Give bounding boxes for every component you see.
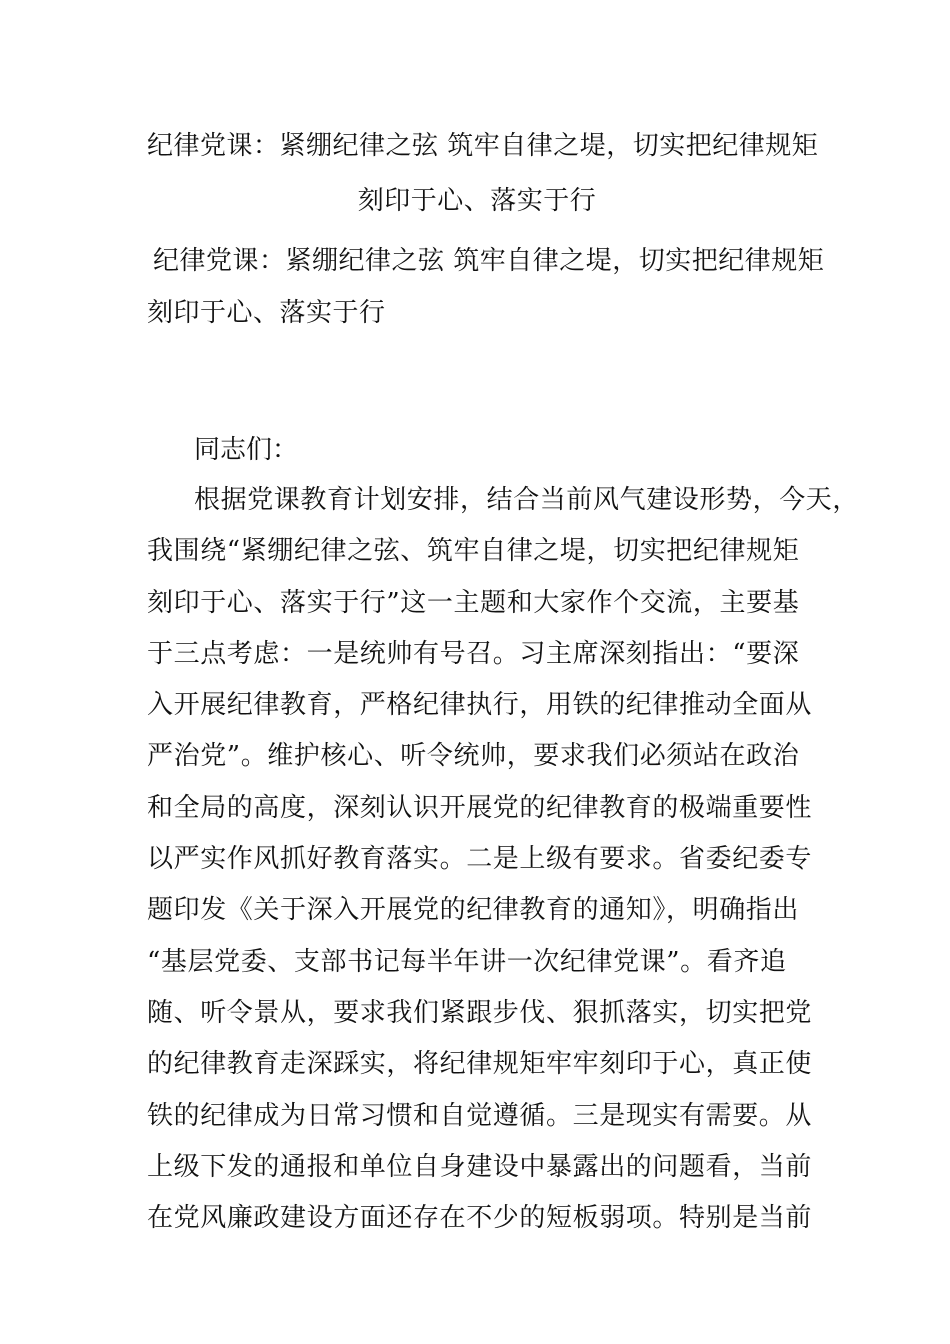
document-title (147, 131, 819, 216)
body-paragraph (147, 475, 860, 1244)
body-line: 的纪律教育走深踩实，将纪律规矩牢牢刻印于心，真正使 (147, 1049, 813, 1080)
body-line: 入开展纪律教育，严格纪律执行，用铁的纪律推动全面从 (147, 690, 813, 721)
subtitle-line-2: 刻印于心、落实于行 (147, 298, 386, 328)
body-line: 严治党”。维护核心、听令统帅，要求我们必须站在政治 (147, 741, 800, 772)
body-line: 我围绕“紧绷纪律之弦、筑牢自律之堤，切实把纪律规矩 (147, 536, 800, 567)
document-subtitle (147, 235, 825, 339)
body-line: 刻印于心、落实于行”这一主题和大家作个交流，主要基 (147, 587, 800, 618)
body-line: 题印发《关于深入开展党的纪律教育的通知》，明确指出 (147, 895, 800, 926)
title-line-2: 刻印于心、落实于行 (357, 186, 597, 216)
subtitle-line-1: 纪律党课：紧绷纪律之弦 筑牢自律之堤，切实把纪律规矩 (153, 246, 825, 276)
body-line: 上级下发的通报和单位自身建设中暴露出的问题看，当前 (147, 1151, 813, 1182)
body-line: 随、听令景从，要求我们紧跟步伐、狠抓落实，切实把党 (147, 997, 813, 1028)
body-line: 在党风廉政建设方面还存在不少的短板弱项。特别是当前 (147, 1203, 813, 1234)
body-line: “基层党委、支部书记每半年讲一次纪律党课”。看齐追 (147, 946, 787, 977)
title-line-1: 纪律党课：紧绷纪律之弦 筑牢自律之堤，切实把纪律规矩 (147, 131, 819, 161)
body-line: 于三点考虑：一是统帅有号召。习主席深刻指出：“要深 (147, 638, 800, 669)
body-line: 铁的纪律成为日常习惯和自觉遵循。三是现实有需要。从 (147, 1100, 813, 1131)
body-line: 根据党课教育计划安排，结合当前风气建设形势，今天， (194, 485, 860, 515)
salutation: 同志们： (194, 435, 299, 465)
body-line: 和全局的高度，深刻认识开展党的纪律教育的极端重要性 (147, 792, 813, 823)
body-line: 以严实作风抓好教育落实。二是上级有要求。省委纪委专 (147, 844, 813, 875)
